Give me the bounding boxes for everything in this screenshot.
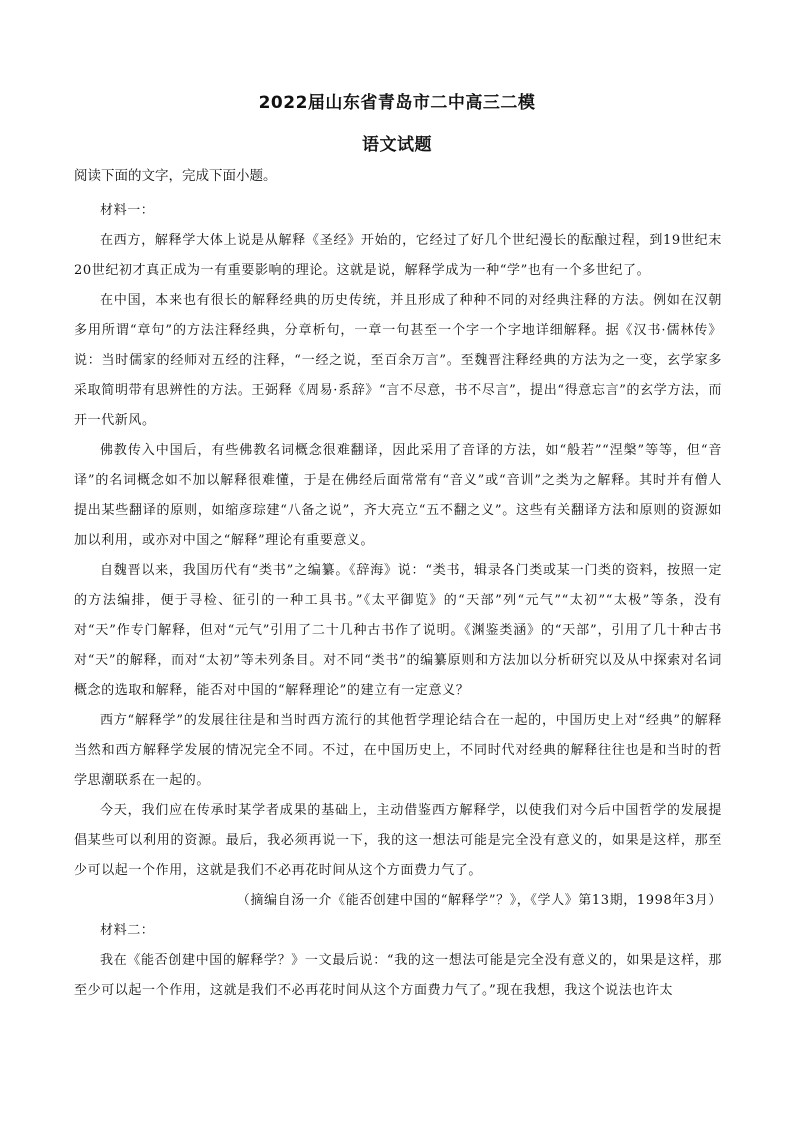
- material-two-label: 材料二：: [100, 923, 155, 938]
- paragraph: 我在《能否创建中国的解释学？》一文最后说：“我的这一想法可能是完全没有意义的，如果是这样，那至少可以起一个作用，这就是我们不必再花时间从这个方面费力气了。”现在我想，我这个说法也许太: [74, 953, 722, 998]
- source-citation: （摘编自汤一介《能否创建中国的“解释学”？》，《学人》第13期，1998年3月）: [236, 893, 722, 908]
- exam-title: 2022届山东省青岛市二中高三二模: [258, 93, 536, 113]
- article-body: [74, 196, 722, 1006]
- paragraph: 西方“解释学”的发展往往是和当时西方流行的其他哲学理论结合在一起的，中国历史上对“经典”的解释当然和西方解释学发展的情况完全不同。不过，在中国历史上，不同时代对经典的解释往往也是和当时的哲学思潮联系在一起的。: [74, 713, 722, 788]
- paragraph: 今天，我们应在传承时某学者成果的基础上，主动借鉴西方解释学，以使我们对今后中国哲学的发展提倡某些可以利用的资源。最后，我必须再说一下，我的这一想法可能是完全没有意义的，如果是这样，那至少可以起一个作用，这就是我们不必再花时间从这个方面费力气了。: [74, 803, 722, 878]
- paragraph: 自魏晋以来，我国历代有“类书”之编纂。《辞海》说：“类书，辑录各门类或某一门类的资料，按照一定的方法编排，便于寻检、征引的一种工具书。”《太平御览》的“天部”列“元气”“太初”“太极”等条，没有对“天”作专门解释，但对“元气”引用了二十几种古书作了说明。《渊鉴类涵》的“天部”，引用了几十种古书对“天”的解释，而对“太初”等未列条目。对不同“类书”的编纂原则和方法加以分析研究以及从中探索对名词概念的选取和解释，能否对中国的“解释理论”的建立有一定意义？: [74, 563, 722, 698]
- paragraph: 佛教传入中国后，有些佛教名词概念很难翻译，因此采用了音译的方法，如“般若”“涅槃”等等，但“音译”的名词概念如不加以解释很难懂，于是在佛经后面常常有“音义”或“音训”之类为之解释。其时并有僧人提出某些翻译的原则，如缩彦琮建“八备之说”，齐大亮立“五不翻之义”。这些有关翻译方法和原则的资源如加以利用，或亦对中国之“解释”理论有重要意义。: [74, 443, 722, 548]
- reading-instruction: 阅读下面的文字，完成下面小题。: [74, 168, 277, 184]
- material-one-label: 材料一：: [100, 203, 155, 218]
- paragraph: 在中国，本来也有很长的解释经典的历史传统，并且形成了种种不同的对经典注释的方法。例如在汉朝多用所谓“章句”的方法注释经典，分章析句，一章一句甚至一个字一个字地详细解释。据《汉书·儒林传》说：当时儒家的经师对五经的注释，“一经之说，至百余万言”。至魏晋注释经典的方法为之一变，玄学家多采取简明带有思辨性的方法。王弼释《周易·系辞》“言不尽意，书不尽言”，提出“得意忘言”的玄学方法，而开一代新风。: [74, 293, 722, 428]
- paragraph: 在西方，解释学大体上说是从解释《圣经》开始的，它经过了好几个世纪漫长的酝酿过程，到19世纪末20世纪初才真正成为一有重要影响的理论。这就是说，解释学成为一种“学”也有一个多世纪了。: [74, 233, 722, 278]
- exam-subtitle: 语文试题: [362, 135, 432, 155]
